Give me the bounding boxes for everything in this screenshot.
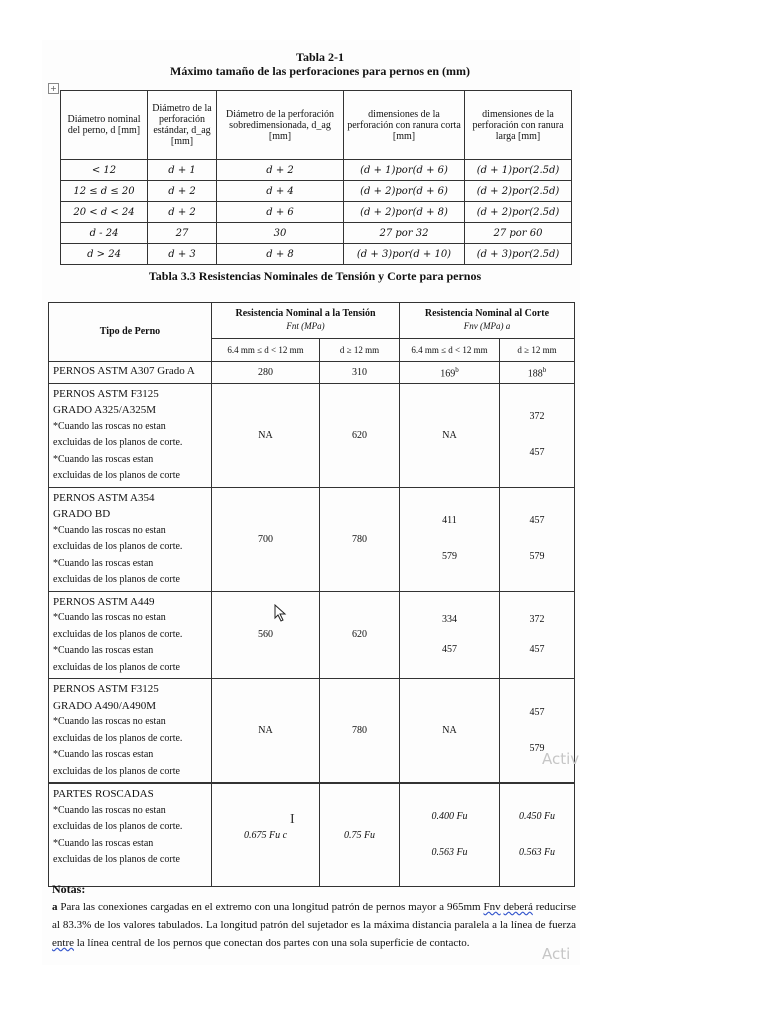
- bolt-name: PERNOS ASTM A354: [53, 491, 155, 504]
- value: 579: [529, 551, 545, 562]
- table1-title: Máximo tamaño de las perforaciones para pernos en (mm): [170, 64, 470, 78]
- value: 334: [442, 613, 457, 625]
- footnote-mark: b: [542, 365, 547, 374]
- table-cell: [400, 591, 500, 679]
- bolt-type-cell: [49, 362, 212, 384]
- bolt-name: PERNOS ASTM A449: [53, 595, 155, 608]
- table-cell: [500, 487, 575, 591]
- bolt-type-cell: [49, 383, 212, 487]
- bolt-name: PERNOS ASTM F3125: [53, 683, 159, 695]
- table2-header-tipo: Tipo de Perno: [49, 303, 212, 362]
- value: 169: [440, 367, 456, 379]
- bolt-name: PARTES ROSCADAS: [53, 788, 154, 800]
- value: 457: [529, 447, 545, 458]
- bolt-type-cell: [49, 487, 212, 591]
- bolt-note: excluidas de los planos de corte.: [53, 732, 183, 744]
- subheader-small: 6.4 mm ≤ d < 12 mm: [400, 338, 500, 361]
- table-row: [49, 487, 575, 591]
- table-cell: 620: [320, 591, 400, 679]
- table-row: [61, 223, 572, 244]
- subheader-large: d ≥ 12 mm: [320, 338, 400, 361]
- bolt-name: PERNOS ASTM F3125: [53, 387, 159, 400]
- table-row: [61, 181, 572, 202]
- table1-header: dimensiones de la perforación con ranura larga [mm]: [465, 91, 572, 160]
- table-cell: [500, 383, 575, 487]
- note-text: reducirse al 83.3% de los valores tabulados. La longitud patrón del sujetador es la máxima distancia paralela a la línea de fuerza: [52, 901, 577, 931]
- table-cell: 780: [320, 487, 400, 591]
- activation-watermark: Activ: [542, 750, 580, 768]
- table-cell: (d + 1)por(d + 6): [344, 160, 465, 181]
- hole-size-table: [60, 90, 572, 265]
- table-cell: 30: [217, 223, 344, 244]
- table-cell: 560: [212, 591, 320, 679]
- bolt-grade: GRADO BD: [53, 508, 111, 520]
- corte-label: Resistencia Nominal al Corte: [424, 308, 550, 320]
- bolt-strength-table: [48, 302, 575, 887]
- bolt-name: PERNOS ASTM A307 Grado A: [53, 365, 195, 377]
- bolt-type-cell: [49, 679, 212, 784]
- value: 457: [529, 643, 545, 655]
- bolt-note: excluidas de los planos de corte: [53, 470, 180, 481]
- text-cursor-icon: I: [290, 812, 295, 827]
- note-entre: entre: [52, 937, 74, 949]
- table-cell: d + 1: [148, 160, 217, 181]
- subheader-small: 6.4 mm ≤ d < 12 mm: [212, 338, 320, 361]
- table-cell: 620: [320, 383, 400, 487]
- table2-header-tension: [212, 303, 400, 339]
- bolt-note: *Cuando las roscas estan: [53, 837, 154, 849]
- table-cell: [500, 591, 575, 679]
- notes-section: [52, 880, 576, 952]
- bolt-note: *Cuando las roscas no estan: [53, 716, 166, 727]
- bolt-grade: GRADO A325/A325M: [53, 404, 156, 416]
- table-cell: (d + 2)por(2.5d): [465, 181, 572, 202]
- bolt-note: *Cuando las roscas no estan: [53, 612, 166, 623]
- table-cell: 27 por 32: [344, 223, 465, 244]
- table-cell: (d + 3)por(d + 10): [344, 244, 465, 265]
- value: 0.563 Fu: [518, 847, 556, 858]
- table-cell: d + 2: [148, 181, 217, 202]
- table-cell: 20 < d < 24: [61, 202, 148, 223]
- table-cell: NA: [212, 383, 320, 487]
- note-a: [52, 898, 576, 952]
- table2-header-row: [49, 303, 575, 339]
- bolt-note: excluidas de los planos de corte.: [53, 437, 183, 448]
- table1-label: Tabla 2-1: [296, 50, 344, 64]
- table-cell: NA: [400, 679, 500, 784]
- table-cell: d - 24: [61, 223, 148, 244]
- footnote-mark: b: [455, 365, 459, 374]
- table-cell: (d + 1)por(2.5d): [465, 160, 572, 181]
- value: 579: [442, 551, 457, 562]
- bolt-note: *Cuando las roscas estan: [53, 453, 154, 465]
- table-cell: 12 ≤ d ≤ 20: [61, 181, 148, 202]
- activation-watermark: Acti: [542, 945, 571, 963]
- table-cell: d + 3: [148, 244, 217, 265]
- subheader-large: d ≥ 12 mm: [500, 338, 575, 361]
- table-cell: d > 24: [61, 244, 148, 265]
- bolt-note: *Cuando las roscas estan: [53, 749, 154, 760]
- table-cell: [500, 362, 575, 384]
- table-cell: [500, 783, 575, 887]
- value: 457: [529, 706, 545, 718]
- bolt-note: excluidas de los planos de corte: [53, 574, 180, 585]
- table-row: [61, 160, 572, 181]
- bolt-note: excluidas de los planos de corte.: [53, 541, 183, 552]
- table-cell: d + 6: [217, 202, 344, 223]
- mouse-pointer-icon: [274, 604, 288, 626]
- table-cell: 0.675 Fu c: [212, 783, 320, 887]
- table-cell: 280: [212, 362, 320, 384]
- table-cell: 27: [148, 223, 217, 244]
- table-cell: < 12: [61, 160, 148, 181]
- bolt-note: *Cuando las roscas estan: [53, 557, 154, 569]
- table-row: [49, 591, 575, 679]
- bolt-note: excluidas de los planos de corte: [53, 661, 180, 673]
- table-anchor-icon[interactable]: +: [48, 83, 59, 94]
- table-cell: 700: [212, 487, 320, 591]
- table-cell: [400, 783, 500, 887]
- value: 0.450 Fu: [518, 811, 556, 822]
- note-fnv: Fnv: [483, 901, 501, 913]
- note-text: la línea central de los pernos que conectan dos partes con una sola superficie de contacto.: [76, 937, 470, 949]
- bolt-note: *Cuando las roscas no estan: [53, 420, 166, 432]
- table-cell: [400, 487, 500, 591]
- table1-header: Diámetro de la perforación sobredimensionada, d_ag [mm]: [217, 91, 344, 160]
- table-cell: d + 2: [148, 202, 217, 223]
- table1-header: Diámetro de la perforación estándar, d_ag [mm]: [148, 91, 217, 160]
- table-cell: d + 4: [217, 181, 344, 202]
- table-row: [49, 783, 575, 887]
- tension-symbol: Fnt (MPa): [286, 321, 325, 332]
- bolt-note: excluidas de los planos de corte.: [53, 821, 183, 832]
- table-cell: d + 8: [217, 244, 344, 265]
- bolt-note: *Cuando las roscas no estan: [53, 804, 166, 816]
- corte-symbol: Fnv (MPa) a: [463, 321, 511, 332]
- bolt-note: excluidas de los planos de corte: [53, 765, 180, 777]
- bolt-note: excluidas de los planos de corte: [53, 854, 180, 865]
- table-cell: d + 2: [217, 160, 344, 181]
- bolt-type-cell: [49, 783, 212, 887]
- table-cell: (d + 2)por(2.5d): [465, 202, 572, 223]
- table-row: [49, 362, 575, 384]
- table-cell: [400, 362, 500, 384]
- table-cell: 780: [320, 679, 400, 784]
- value: 579: [529, 742, 545, 754]
- table-row: [61, 202, 572, 223]
- value: 0.563 Fu: [431, 847, 468, 858]
- value: 372: [529, 411, 545, 422]
- table1-header-row: [61, 91, 572, 160]
- bolt-grade: GRADO A490/A490M: [53, 699, 156, 712]
- table1-title-block: [60, 50, 580, 78]
- table-cell: 27 por 60: [465, 223, 572, 244]
- value: 457: [529, 515, 545, 526]
- table-row: [61, 244, 572, 265]
- table2-header-corte: [400, 303, 575, 339]
- value: 372: [529, 613, 545, 625]
- note-label: a: [52, 901, 58, 913]
- bolt-note: excluidas de los planos de corte.: [53, 628, 183, 640]
- table1-header: dimensiones de la perforación con ranura corta [mm]: [344, 91, 465, 160]
- value: 411: [442, 515, 457, 526]
- bolt-type-cell: [49, 591, 212, 679]
- table-cell: (d + 3)por(2.5d): [465, 244, 572, 265]
- table-cell: NA: [400, 383, 500, 487]
- table-cell: (d + 2)por(d + 6): [344, 181, 465, 202]
- table-row: [49, 383, 575, 487]
- table-cell: 0.75 Fu: [320, 783, 400, 887]
- tension-label: Resistencia Nominal a la Tensión: [235, 308, 376, 320]
- bolt-note: *Cuando las roscas no estan: [53, 524, 166, 536]
- table-cell: 310: [320, 362, 400, 384]
- table2-title: Tabla 3.3 Resistencias Nominales de Tensión y Corte para pernos: [148, 269, 482, 283]
- table-cell: NA: [212, 679, 320, 784]
- table-row: [49, 679, 575, 784]
- table-cell: (d + 2)por(d + 8): [344, 202, 465, 223]
- bolt-note: *Cuando las roscas estan: [53, 645, 154, 656]
- value: 457: [442, 643, 457, 655]
- value: 0.400 Fu: [431, 811, 468, 822]
- table1-header: Diámetro nominal del perno, d [mm]: [61, 91, 148, 160]
- note-deber: deberá: [503, 901, 533, 913]
- value: 188: [527, 367, 543, 379]
- note-text: Para las conexiones cargadas en el extremo con una longitud patrón de pernos mayor a 965mm: [60, 901, 481, 913]
- notes-header: Notas:: [52, 882, 86, 896]
